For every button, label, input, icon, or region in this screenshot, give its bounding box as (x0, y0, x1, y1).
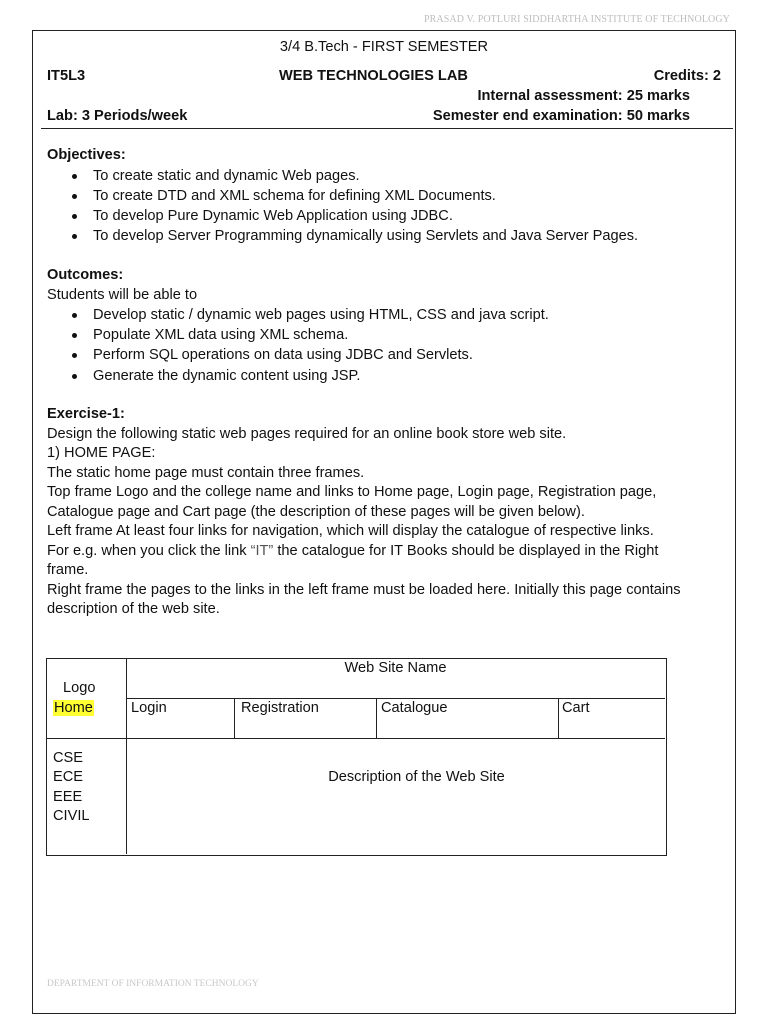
exercise-line: 1) HOME PAGE: (47, 445, 156, 461)
outcomes-heading: Outcomes: (47, 267, 124, 283)
exercise-line: frame. (47, 562, 89, 578)
nav-login: Login (131, 700, 167, 716)
diagram-divider (376, 698, 377, 738)
left-link-cse: CSE (53, 750, 84, 766)
course-name: WEB TECHNOLOGIES LAB (279, 68, 468, 84)
outcomes-intro: Students will be able to (47, 286, 198, 303)
lab-periods: Lab: 3 Periods/week (47, 108, 188, 124)
logo-placeholder: Logo (63, 680, 96, 696)
nav-cart: Cart (562, 700, 590, 716)
outcomes-list (47, 305, 727, 386)
list-item: Develop static / dynamic web pages using HTML, CSS and java script. (47, 305, 727, 325)
nav-home-label: Home (54, 700, 93, 716)
site-description: Description of the Web Site (328, 769, 505, 785)
exercise-line: description of the web site. (47, 601, 220, 617)
department-footer: DEPARTMENT OF INFORMATION TECHNOLOGY (47, 979, 259, 989)
list-item: To develop Server Programming dynamically using Servlets and Java Server Pages. (47, 226, 727, 246)
list-item: Generate the dynamic content using JSP. (47, 366, 727, 386)
diagram-divider (126, 659, 127, 854)
diagram-divider (47, 738, 665, 739)
objectives-heading: Objectives: (47, 147, 126, 163)
left-link-eee: EEE (53, 789, 83, 805)
exercise-example (47, 542, 727, 562)
example-text: For e.g. when you click the link (47, 542, 251, 559)
course-code: IT5L3 (47, 68, 86, 84)
list-item: To develop Pure Dynamic Web Application using JDBC. (47, 206, 727, 226)
exercise-line: Catalogue page and Cart page (the description of these pages will be given below). (47, 503, 585, 520)
semester-title: 3/4 B.Tech - FIRST SEMESTER (279, 39, 489, 55)
exercise-line: Left frame At least four links for navigation, which will display the catalogue of respective links. (47, 523, 654, 539)
example-text: the catalogue for IT Books should be displayed in the Right (273, 542, 659, 559)
nav-registration: Registration (241, 700, 319, 716)
objectives-section (47, 146, 727, 246)
header-divider (41, 128, 733, 129)
left-link-ece: ECE (53, 769, 84, 785)
outcomes-section (47, 266, 727, 386)
list-item: Perform SQL operations on data using JDBC and Servlets. (47, 345, 727, 365)
list-item: To create DTD and XML schema for defining XML Documents. (47, 186, 727, 206)
left-link-civil: CIVIL (53, 808, 90, 824)
exercise-line: Design the following static web pages required for an online book store web site. (47, 425, 567, 442)
site-name: Web Site Name (344, 660, 447, 676)
exercise-section (47, 405, 727, 620)
nav-catalogue: Catalogue (381, 700, 448, 716)
diagram-divider (234, 698, 235, 738)
example-link-it: “IT” (250, 542, 274, 559)
exercise-line: Top frame Logo and the college name and links to Home page, Login page, Registration page, (47, 484, 657, 500)
exercise-line: The static home page must contain three frames. (47, 464, 365, 481)
semester-end-exam: Semester end examination: 50 marks (432, 108, 690, 124)
list-item: Populate XML data using XML schema. (47, 325, 727, 345)
exercise-line: Right frame the pages to the links in the left frame must be loaded here. Initially this page contains (47, 581, 681, 598)
nav-home (53, 699, 94, 717)
internal-assessment: Internal assessment: 25 marks (477, 88, 690, 104)
home-page-layout-diagram (46, 658, 667, 856)
list-item: To create static and dynamic Web pages. (47, 166, 727, 186)
diagram-divider (558, 698, 559, 738)
course-credits: Credits: 2 (653, 68, 721, 84)
institution-header: PRASAD V. POTLURI SIDDHARTHA INSTITUTE OF TECHNOLOGY (423, 14, 730, 25)
objectives-list (47, 166, 727, 247)
exercise-heading: Exercise-1: (47, 406, 125, 422)
